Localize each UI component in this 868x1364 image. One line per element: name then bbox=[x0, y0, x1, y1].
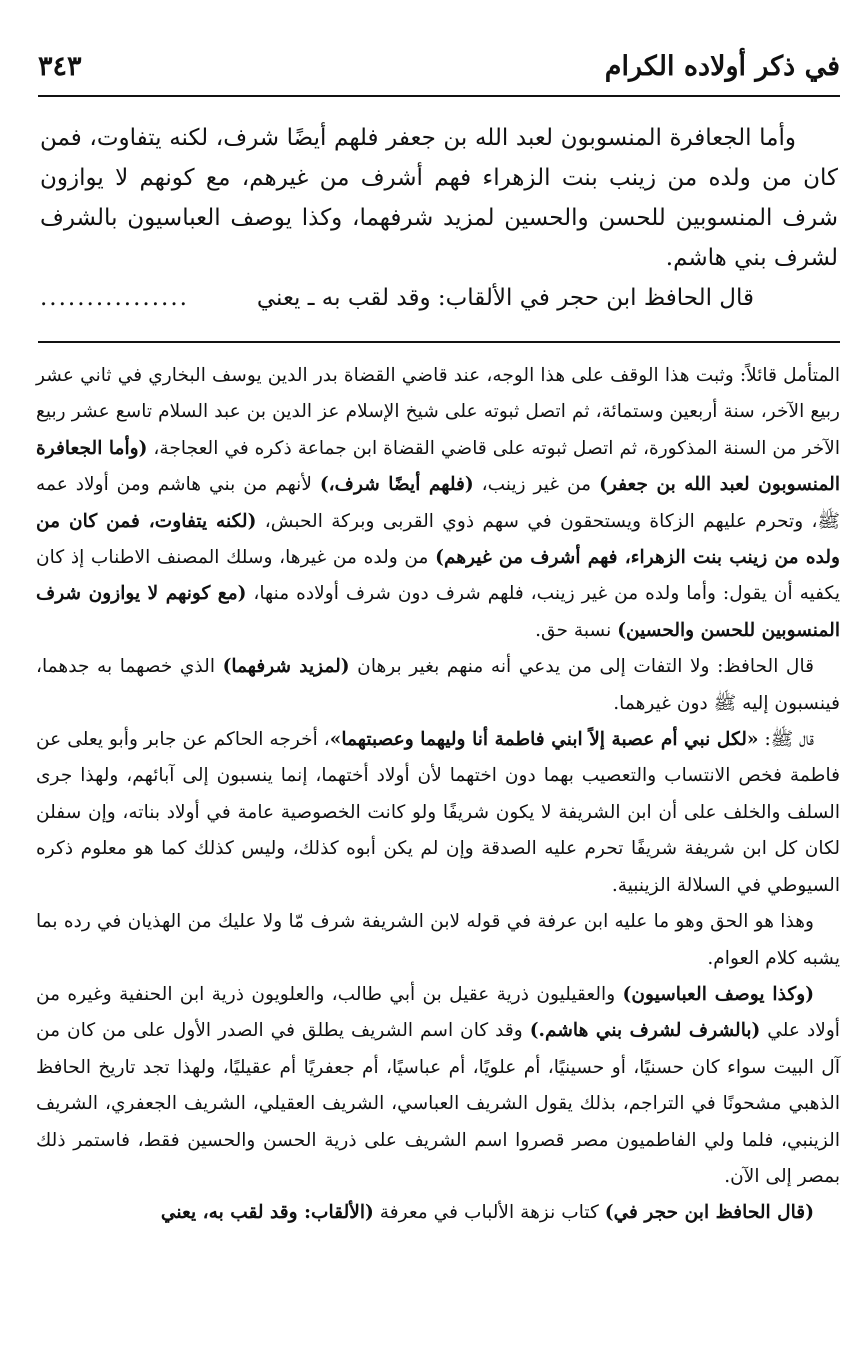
commentary-paragraph bbox=[36, 358, 840, 649]
bold-quoted-text: «لكل نبي أم عصبة إلاً ابني فاطمة أنا وليهما وعصبتهما» bbox=[329, 729, 759, 751]
commentary-separator-rule bbox=[38, 341, 840, 343]
text-run: قال الحافظ: ولا التفات إلى من يدعي أنه منهم بغير برهان bbox=[349, 656, 814, 678]
text-run: والعقيليون ذرية عقيل بن أبي طالب، والعلويون ذرية ابن الحنفية وغيره من أولاد علي bbox=[36, 983, 840, 1042]
text-run: وقد كان اسم الشريف يطلق في الصدر الأول على من كان من آل البيت سواء كان حسنيًا، أو حسينيًا، أم علويًا، أم عباسيًا، أم جعفريًا أم عقيليًا، ولهذا تجد تاريخ الحافظ الذهبي مشحونًا في التراجم، بذلك يقول الشريف العباسي، الشريف العقيلي، الشريف الجعفري، الشريف الزينبي، فلما ولي الفاطميون مصر قصروا اسم الشريف على ذرية الحسن والحسين فقط، فاستمر ذلك بمصر إلى الآن. bbox=[36, 1020, 840, 1187]
text-run: الذي خصهما به جدهما، فينسبون إليه ﷺ دون غيرهما. bbox=[36, 656, 840, 714]
commentary-paragraph: وهذا هو الحق وهو ما عليه ابن عرفة في قوله لابن الشريفة شرف مّا ولا عليك من الهذيان في رده بما يشبه كلام العوام. bbox=[36, 911, 840, 969]
main-text-quote: قال الحافظ ابن حجر في الألقاب: وقد لقب به ـ يعني bbox=[256, 285, 754, 311]
commentary-paragraph bbox=[36, 649, 840, 722]
continuation-dots: ................ bbox=[40, 285, 189, 311]
text-run: المتأمل قائلاً: وثبت هذا الوقف على هذا الوجه، عند قاضي القضاة بدر الدين يوسف البخاري في ثاني عشر ربيع الآخر، سنة أربعين وستمائة، ثم اتصل ثبوته على شيخ الإسلام عز الدين بن عبد السلام تاسع عشر ربيع الآخر من السنة المذكورة، ثم اتصل ثبوته على قاضي القضاة ابن جماعة ذكره في العجاجة، bbox=[36, 365, 841, 459]
bold-quoted-text: (وكذا يوصف العباسيون) bbox=[622, 983, 814, 1005]
commentary-paragraph bbox=[36, 722, 840, 904]
bold-quoted-text: (الألقاب: وقد لقب به، يعني bbox=[160, 1202, 374, 1224]
bold-quoted-text: (وأما الجعافرة المنسوبون لعبد الله بن جعفر) bbox=[36, 437, 841, 496]
header-rule bbox=[38, 95, 840, 97]
bold-quoted-text: (فلهم أيضًا شرف،) bbox=[319, 474, 474, 496]
page-header bbox=[38, 38, 840, 94]
running-title: في ذكر أولاده الكرام bbox=[604, 50, 840, 82]
bold-quoted-text: (مع كونهم لا يوازون شرف المنسوبين للحسن والحسين) bbox=[36, 583, 840, 641]
commentary bbox=[36, 358, 840, 1232]
bold-quoted-text: (قال الحافظ ابن حجر في) bbox=[604, 1202, 814, 1224]
commentary-paragraph bbox=[36, 1195, 840, 1231]
text-run: لأنهم من بني هاشم ومن أولاد عمه ﷺ، وتحرم عليهم الزكاة ويستحقون في سهم ذوي القربى وبركة الحبش، bbox=[36, 474, 841, 532]
page-number: ٣٤٣ bbox=[38, 50, 82, 82]
text-run: قال ﷺ: bbox=[758, 729, 814, 751]
main-text-paragraph: وأما الجعافرة المنسوبون لعبد الله بن جعفر فلهم أيضًا شرف، لكنه يتفاوت، فمن كان من ولده من زينب بنت الزهراء فهم أشرف من غيرهم، مع كونهم لا يوازون شرف المنسوبين للحسن والحسين لمزيد شرفهما، وكذا يوصف العباسيون بالشرف لشرف بني هاشم. bbox=[40, 125, 838, 271]
main-text-quote-line bbox=[40, 278, 838, 318]
commentary-paragraph bbox=[36, 977, 840, 1195]
text-run: من غير زينب، bbox=[473, 474, 600, 496]
text-run: نسبة حق. bbox=[535, 619, 618, 641]
text-run: ، أخرجه الحاكم عن جابر وأبو يعلى عن فاطمة فخص الانتساب والتعصيب بهما دون اختهما لأن أولاد أختهما، إنما ينسبون إلى آبائهم، ولهذا جرى السلف والخلف على أن ابن الشريفة لا يكون شريفًا ولو كانت الخصوصية عامة في أولاد بناته، وإن سفلن لكان كل ابن شريفة شريفًا تحرم عليه الصدقة وإن لم يكن أبوه كذلك، وليس كذلك كما هو معلوم ذكره السيوطي في السلالة الزينبية. bbox=[36, 729, 840, 896]
text-run: من ولده من غيرها، وسلك المصنف الاطناب إذ كان يكفيه أن يقول: وأما ولده من غير زينب، فلهم شرف دون شرف أولاده منها، bbox=[36, 547, 840, 605]
bold-quoted-text: (لمزيد شرفهما) bbox=[222, 656, 350, 678]
text-run: كتاب نزهة الألباب في معرفة bbox=[373, 1202, 605, 1224]
main-text bbox=[40, 118, 838, 318]
bold-quoted-text: (بالشرف لشرف بني هاشم.) bbox=[529, 1020, 761, 1042]
bold-quoted-text: (لكنه يتفاوت، فمن كان من ولده من زينب بنت الزهراء، فهم أشرف من غيرهم) bbox=[36, 510, 840, 569]
